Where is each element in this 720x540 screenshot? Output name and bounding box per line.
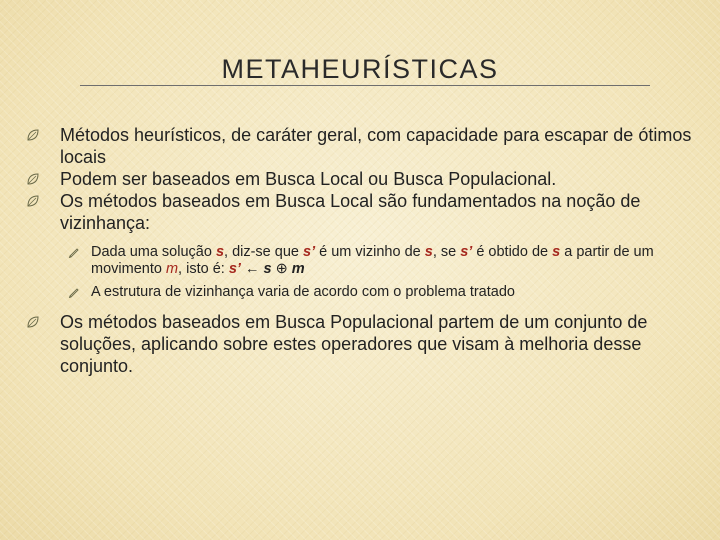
bullet-text: Métodos heurísticos, de caráter geral, com capacidade para escapar de ótimos locais [60,125,692,167]
symbol-s: s [215,244,225,260]
leaf-bullet-icon [26,315,40,329]
sub-text: a partir de um movimento [91,244,654,277]
pen-bullet-icon [68,286,80,298]
sub-text: , isto é: [178,261,229,277]
leaf-bullet-icon [26,128,40,142]
bullet-item [22,311,712,377]
sub-bullet-item [88,284,712,301]
symbol-s-prime: s’ [303,244,316,260]
pen-bullet-icon [68,246,80,258]
symbol-m: m [165,261,179,277]
formula-m: m [291,261,305,277]
sub-text: é obtido de [472,244,553,260]
symbol-s-prime: s’ [460,244,473,260]
sub-text: é um vizinho de [315,244,425,260]
symbol-s: s [424,244,433,260]
bullet-item [22,124,712,168]
formula-lhs: s’ [228,261,241,277]
sub-bullet-list [22,244,712,301]
leaf-bullet-icon [26,172,40,186]
sub-text: , se [432,244,461,260]
bullet-text: Os métodos baseados em Busca Local são fundamentados na noção de vizinhança: [60,191,641,233]
bullet-item [22,190,712,234]
sub-text: A estrutura de vizinhança varia de acordo com o problema tratado [91,284,515,300]
sub-bullet-item [88,244,712,278]
title-underline [80,85,650,86]
sub-text: , diz-se que [224,244,304,260]
bullet-item [22,168,712,190]
formula-s: s [263,261,272,277]
sub-text: Dada uma solução [91,244,216,260]
symbol-s: s [552,244,561,260]
bullet-list [22,124,712,377]
formula-arrow: ← [240,261,264,277]
bullet-text: Os métodos baseados em Busca Populacional partem de um conjunto de soluções, aplicando sobre estes operadores que visam à melhoria desse conjunto. [60,312,648,376]
leaf-bullet-icon [26,194,40,208]
slide-title: METAHEURÍSTICAS [221,54,499,84]
bullet-text: Podem ser baseados em Busca Local ou Busca Populacional. [60,169,557,189]
formula-operator: ⊕ [271,261,292,277]
